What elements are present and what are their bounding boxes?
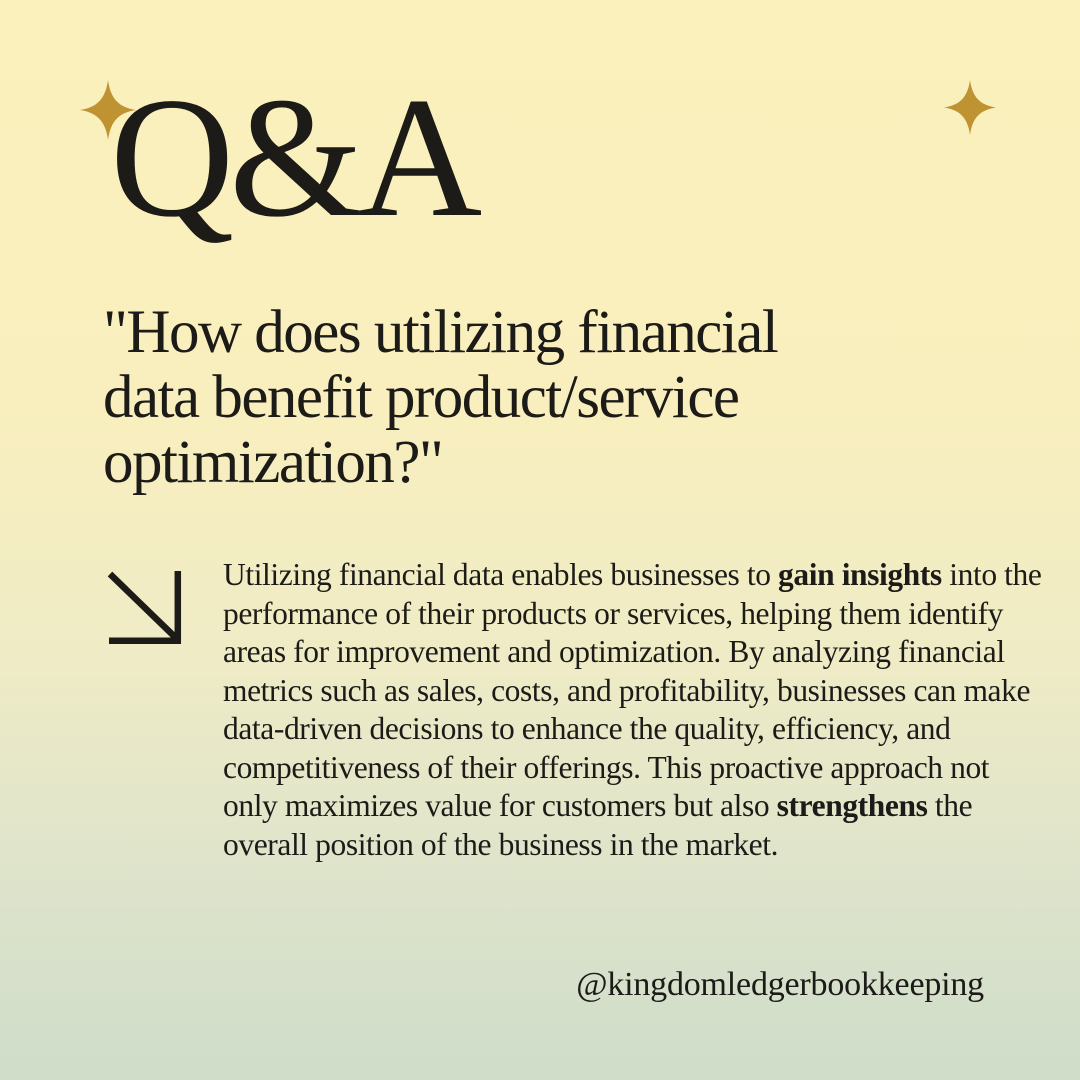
social-handle: @kingdomledgerbookkeeping xyxy=(576,966,984,1003)
answer-segment: into the performance of their products or services, helping them identify areas for improvement and optimization. By analyzing financial metrics such as sales, costs, and profitability, businesses can make data-driven decisions to enhance the quality, efficiency, and competitiveness of their offerings. This proactive approach not only maximizes value for customers but also xyxy=(223,557,1042,823)
answer-bold-phrase: strengthens xyxy=(776,788,928,823)
sparkle-icon xyxy=(944,80,996,135)
answer-segment: Utilizing financial data enables businesses to xyxy=(223,557,779,592)
question-line: data benefit product/service xyxy=(103,364,739,431)
question-line: "How does utilizing financial xyxy=(103,299,778,366)
question-line: optimization?" xyxy=(103,429,443,496)
answer-bold-phrase: gain insights xyxy=(778,557,942,592)
arrow-down-right-icon xyxy=(106,568,184,646)
answer-segment: the overall position of the business in the market. xyxy=(223,788,973,862)
question-heading xyxy=(103,300,777,495)
page-title: Q&A xyxy=(110,63,478,253)
answer-text xyxy=(223,556,1043,864)
